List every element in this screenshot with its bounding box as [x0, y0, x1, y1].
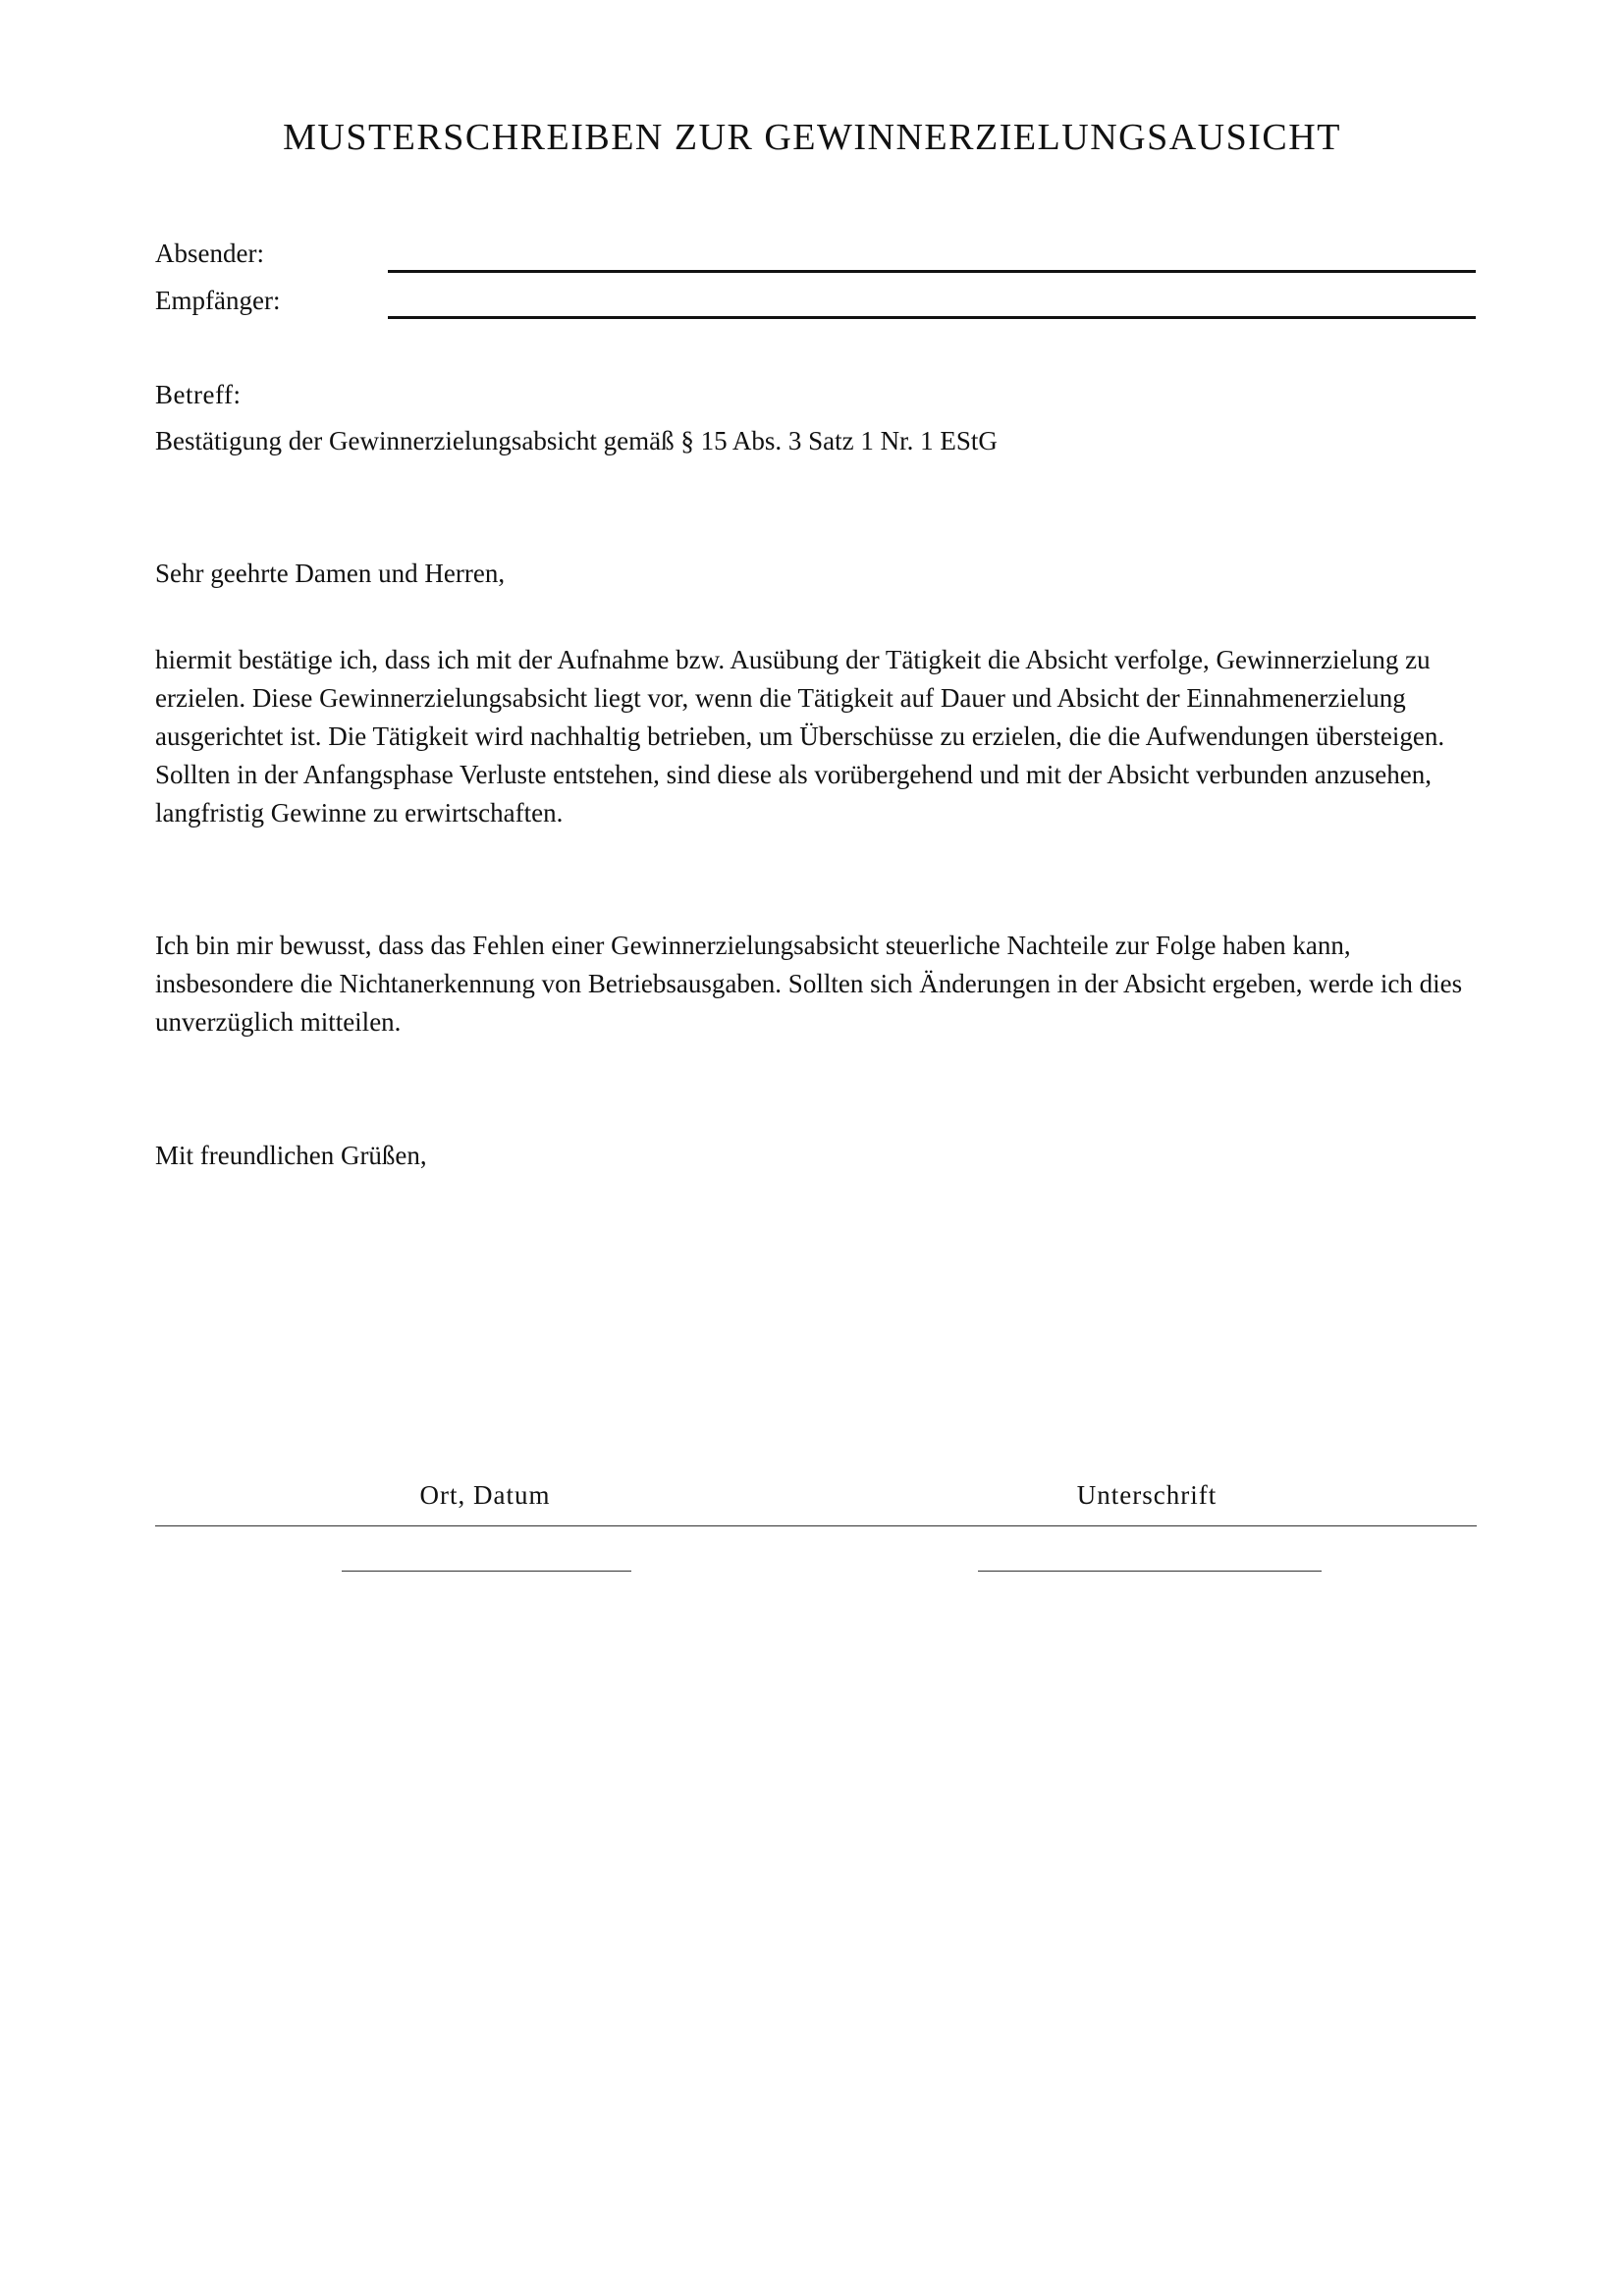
document-title: MUSTERSCHREIBEN ZUR GEWINNERZIELUNGSAUSICHT	[283, 117, 1341, 158]
subject-text: Bestätigung der Gewinnerzielungsabsicht gemäß § 15 Abs. 3 Satz 1 Nr. 1 EStG	[155, 426, 998, 455]
signature-divider	[155, 1525, 1477, 1526]
recipient-label: Empfänger:	[155, 286, 281, 315]
signature-blank-line	[978, 1571, 1322, 1572]
salutation: Sehr geehrte Damen und Herren,	[155, 559, 506, 588]
signature-label: Unterschrift	[1076, 1480, 1218, 1510]
sender-line	[388, 270, 1476, 273]
subject-label: Betreff:	[155, 380, 242, 409]
sender-label: Absender:	[155, 239, 264, 268]
recipient-line	[388, 316, 1476, 319]
closing: Mit freundlichen Grüßen,	[155, 1141, 427, 1170]
body-paragraph-1: hiermit bestätige ich, dass ich mit der Aufnahme bzw. Ausübung der Tätigkeit die Absicht verfolge, Gewinnerzielung zu erzielen. Diese Gewinnerzielungsabsicht liegt vor, wenn die Tätigkeit auf Dauer und Absicht der Einnahmenerzielung ausgerichtet ist. Die Tätigkeit wird nachhaltig betrieben, um Überschüsse zu erzielen, die die Aufwendungen übersteigen. Sollten in der Anfangsphase Verluste entstehen, sind diese als vorübergehend und mit der Absicht verbunden anzusehen, langfristig Gewinne zu erwirtschaften.	[155, 645, 1445, 828]
body-paragraph-2: Ich bin mir bewusst, dass das Fehlen einer Gewinnerzielungsabsicht steuerliche Nachteile zur Folge haben kann, insbesondere die Nichtanerkennung von Betriebsausgaben. Sollten sich Änderungen in der Absicht ergeben, werde ich dies unverzüglich mitteilen.	[155, 931, 1463, 1037]
place-date-label: Ort, Datum	[419, 1480, 551, 1510]
place-date-blank-line	[342, 1571, 631, 1572]
